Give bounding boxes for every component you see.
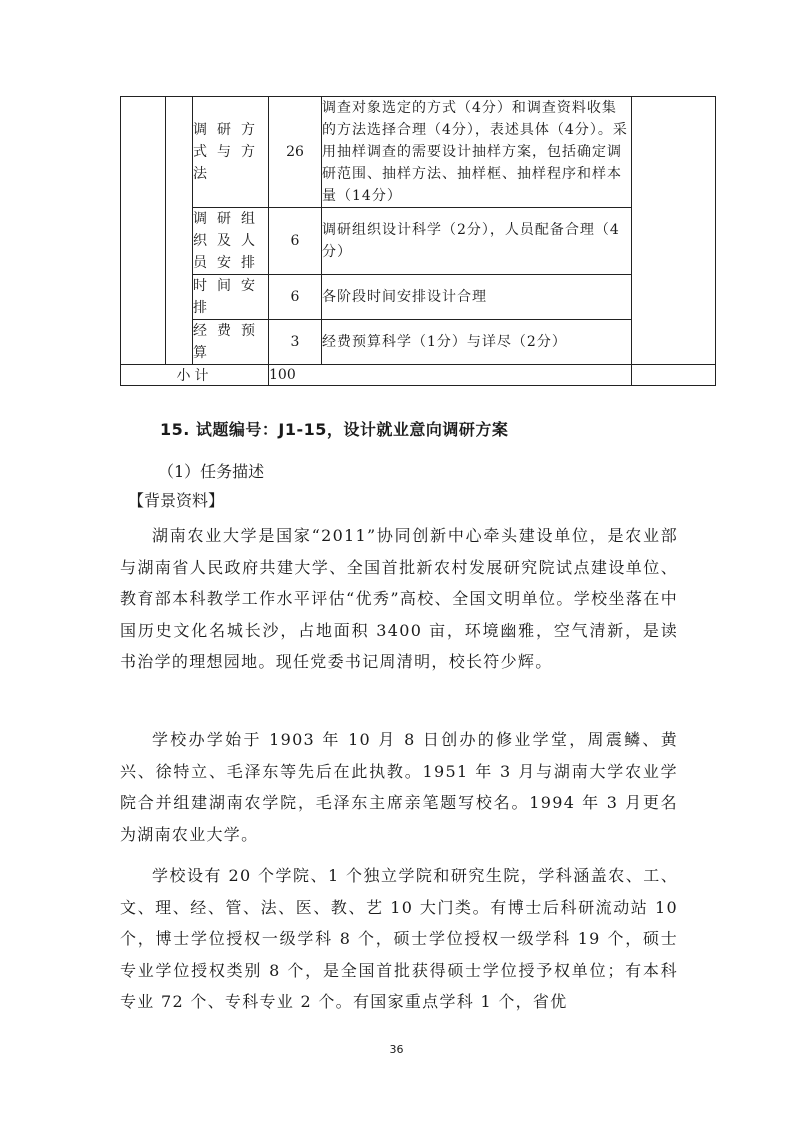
remarks-cell bbox=[632, 97, 716, 365]
paragraph: 学校设有 20 个学院、1 个独立学院和研究生院，学科涵盖农、工、文、理、经、管、法、医、教、艺 10 大门类。有博士后科研流动站 10 个，博士学位授权一级学科 8 个，硕士学位授权一级学科 19 个，硕士专业学位授权类别 8 个，是全国首批获得硕士学位授予权单位；有本科专业 72 个、专科专业 2 个。有国家重点学科 1 个，省优 bbox=[120, 866, 678, 1012]
score-cell: 6 bbox=[269, 208, 322, 275]
grading-table bbox=[120, 96, 716, 386]
remarks-cell bbox=[632, 365, 716, 386]
merged-cell-1 bbox=[121, 97, 166, 365]
criteria-cell: 调研组织设计科学（2分），人员配备合理（4分） bbox=[322, 208, 632, 275]
table-row bbox=[121, 97, 716, 208]
subtotal-label: 小计 bbox=[121, 365, 269, 386]
table-row bbox=[121, 275, 716, 320]
criteria-cell: 调查对象选定的方式（4分）和调查资料收集的方法选择合理（4分），表述具体（4分）。采用抽样调查的需要设计抽样方案，包括确定调研范围、抽样方法、抽样框、抽样程序和样本量（14分） bbox=[322, 97, 632, 208]
table-row bbox=[121, 208, 716, 275]
background-label: 【背景资料】 bbox=[128, 491, 225, 510]
merged-cell-2 bbox=[166, 97, 193, 365]
table-row bbox=[121, 320, 716, 365]
subtotal-row bbox=[121, 365, 716, 386]
item-cell: 经费预算 bbox=[193, 320, 269, 365]
criteria-cell: 各阶段时间安排设计合理 bbox=[322, 275, 632, 320]
criteria-cell: 经费预算科学（1分）与详尽（2分） bbox=[322, 320, 632, 365]
page-number: 36 bbox=[389, 1043, 404, 1056]
score-cell: 26 bbox=[269, 97, 322, 208]
paragraph: 湖南农业大学是国家“2011”协同创新中心牵头建设单位，是农业部与湖南省人民政府共建大学、全国首批新农村发展研究院试点建设单位、教育部本科教学工作水平评估“优秀”高校、全国文明单位。学校坐落在中国历史文化名城长沙，占地面积 3400 亩，环境幽雅，空气清新，是读书治学的理想园地。现任党委书记周清明，校长符少辉。 bbox=[120, 526, 678, 672]
item-cell: 时间安排 bbox=[193, 275, 269, 320]
paragraph: 学校办学始于 1903 年 10 月 8 日创办的修业学堂，周震鳞、黄兴、徐特立、毛泽东等先后在此执教。1951 年 3 月与湖南大学农业学院合并组建湖南农学院，毛泽东主席亲笔题写校名。1994 年 3 月更名为湖南农业大学。 bbox=[120, 730, 678, 844]
question-heading: 15. 试题编号：J1-15，设计就业意向调研方案 bbox=[160, 420, 509, 439]
task-subheading: （1）任务描述 bbox=[158, 462, 265, 481]
item-cell: 调研组织及人员安排 bbox=[193, 208, 269, 275]
subtotal-score: 100 bbox=[269, 365, 632, 386]
score-cell: 6 bbox=[269, 275, 322, 320]
item-cell: 调研方式与方法 bbox=[193, 97, 269, 208]
score-cell: 3 bbox=[269, 320, 322, 365]
